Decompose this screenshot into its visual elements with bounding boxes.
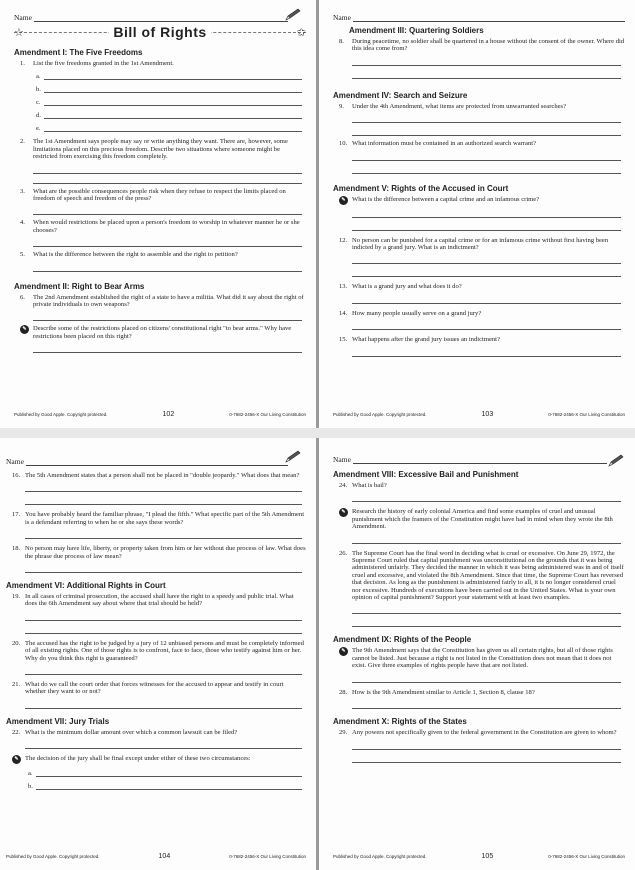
page-number: 105: [481, 853, 494, 860]
name-label: Name: [14, 13, 32, 22]
question-28: 28. How is the 9th Amendment similar to Article 1, Section 8, clause 18?: [339, 688, 535, 696]
amendment-heading: Amendment VI: Additional Rights in Court: [6, 581, 166, 591]
answer-line[interactable]: a.: [28, 770, 302, 777]
answer-line[interactable]: [33, 271, 302, 272]
question-25: ✎ Research the history of early colonial America and find some examples of cruel and unusual punishment which the framers of the Constitution might have had in mind when they wrote the 8th Amendment.: [339, 508, 625, 530]
question-24: 24. What is bail?: [339, 482, 387, 489]
answer-line[interactable]: d.: [36, 112, 302, 119]
question-17: 17. You have probably heard the familiar phrase, "I plead the fifth." What specific part of the 5th Amendment is a defendant referring to when he or she says these words?: [12, 511, 305, 526]
amendment-heading: Amendment I: The Five Freedoms: [14, 48, 143, 57]
question-1: 1. List the five freedoms granted in the 1st Amendment.: [20, 60, 174, 67]
worksheet-page-103: [319, 0, 635, 428]
question-19: 19. In all cases of criminal prosecution, the accused shall have the right to a speedy and public trial. What does the 6th Amendment say about where that trial should be held?: [12, 593, 294, 608]
question-10: 10. What information must be contained in an authorized search warrant?: [339, 140, 537, 148]
name-field[interactable]: [14, 8, 306, 22]
bonus-question-icon: ✎: [12, 755, 21, 764]
amendment-heading: Amendment V: Rights of the Accused in Court: [333, 183, 509, 193]
question-5: 5. What is the difference between the right to assemble and the right to petition?: [20, 251, 238, 259]
name-label: Name: [333, 13, 351, 22]
page-number: 103: [481, 411, 494, 418]
worksheet-page-105: [319, 438, 635, 870]
title-banner: [14, 24, 306, 42]
amendment-heading: Amendment VIII: Excessive Bail and Punishment: [333, 470, 519, 479]
question-13: 13. What is a grand jury and what does it do?: [339, 283, 462, 291]
amendment-heading: Amendment X: Rights of the States: [333, 717, 467, 727]
answer-line[interactable]: [352, 122, 621, 123]
answer-line[interactable]: [352, 78, 621, 79]
answer-line[interactable]: [352, 626, 621, 627]
page-number: 102: [162, 411, 175, 418]
page-footer: Published by Good Apple. Copyright protected. 103 0-7682-2456-X Our Living Constitution: [333, 411, 625, 418]
answer-line[interactable]: [352, 65, 621, 66]
question-9: 9. Under the 4th Amendment, what items are protected from unwarranted searches?: [339, 102, 567, 110]
bonus-question-icon: ✎: [339, 647, 348, 656]
amendment-heading: Amendment VII: Jury Trials: [6, 716, 110, 726]
question-4: 4. When would restrictions be placed upon a person's freedom to worship in whatever manner he or she chooses?: [20, 219, 300, 234]
question-23: ✎ The decision of the jury shall be final except under either of these two circumstances:: [12, 755, 306, 764]
answer-line[interactable]: [352, 762, 621, 763]
answer-line[interactable]: c.: [36, 99, 302, 106]
answer-line[interactable]: [352, 173, 621, 174]
amendment-heading: Amendment III: Quartering Soldiers: [349, 26, 484, 35]
answer-line[interactable]: b.: [28, 783, 302, 790]
question-20: 20. The accused has the right to be judged by a jury of 12 unbiased persons and must be completely informed of all existing rights. One of those rights is to confront, face to face, those who testify against him or her. Why do you think this right is guaranteed?: [12, 639, 304, 662]
bonus-question-icon: ✎: [339, 508, 348, 517]
page-title: Bill of Rights: [109, 24, 210, 40]
worksheet-page-102: [0, 0, 316, 428]
question-26: 26. The Supreme Court has the final word in deciding what is cruel or excessive. On June 29, 1972, the Supreme Court ruled that capital punishment was unconstitutional on the grounds that it was being administered unfairly. They decided the manner in which it was being administered was in and of itself cruel and excessive, and violated the 8th Amendment. Since that time, the Supreme Court has reversed that decision. As long as the punishment is administered fairly to all, it is no longer considered cruel nor excessive. Hundreds of executions have been carried out in the United States. What is your own opinion of capital punishment? Support your statement with at least two examples.: [339, 549, 624, 602]
question-8: 8. During peacetime, no soldier shall be quartered in a house without the consent of the owner. Where did this idea come from?: [339, 38, 625, 53]
page-footer: Published by Good Apple. Copyright protected. 102 0-7682-2456-X Our Living Constitution: [14, 411, 306, 418]
question-15: 15. What happens after the grand jury issues an indictment?: [339, 336, 500, 344]
page-footer: Published by Good Apple. Copyright protected. 105 0-7682-2456-X Our Living Constitution: [333, 853, 625, 860]
question-29: 29. Any powers not specifically given to the federal government in the Constitution are given to whom?: [339, 729, 617, 737]
name-field[interactable]: [333, 8, 625, 22]
amendment-heading: Amendment II: Right to Bear Arms: [14, 281, 145, 291]
answer-line[interactable]: [352, 217, 621, 218]
bonus-question-icon: ✎: [20, 325, 29, 334]
name-field[interactable]: [333, 450, 625, 464]
answer-line[interactable]: [352, 613, 621, 614]
answer-line[interactable]: [33, 352, 302, 353]
question-27: ✎ The 9th Amendment says that the Constitution has given us all certain rights, but all of those rights cannot be listed. Just because a right is not listed in the Constitution does not mean that it does not exist. Give three examples of rights people have that are not listed.: [339, 647, 625, 669]
question-12: 12. No person can be punished for a capital crime or for an infamous crime without first having been indicted by a grand jury. What is an indictment?: [339, 236, 609, 252]
amendment-heading: Amendment IX: Rights of the People: [333, 635, 472, 645]
page-number: 104: [158, 853, 171, 860]
answer-line[interactable]: [33, 173, 302, 174]
answer-line[interactable]: [25, 708, 302, 709]
answer-line[interactable]: [352, 749, 621, 750]
answer-line[interactable]: [352, 356, 621, 357]
star-icon: ✩: [296, 27, 306, 39]
star-icon: ☆: [14, 27, 24, 39]
question-7: ✎ Describe some of the restrictions placed on citizens' constitutional right "to bear arms." Why have restrictions been placed on this right?: [20, 325, 306, 340]
page-footer: Published by Good Apple. Copyright protected. 104 0-7682-2456-X Our Living Constitution: [6, 853, 306, 860]
answer-line[interactable]: b.: [36, 86, 302, 93]
name-label: Name: [333, 455, 351, 464]
page-gutter-horizontal: [0, 428, 635, 438]
name-field[interactable]: [6, 452, 306, 466]
name-label: Name: [6, 457, 24, 466]
question-22: 22. What is the minimum dollar amount over which a common lawsuit can be filed?: [12, 728, 238, 736]
amendment-heading: Amendment IV: Search and Seizure: [333, 90, 468, 100]
question-11: ✎ What is the difference between a capital crime and an infamous crime?: [339, 196, 625, 205]
worksheet-page-104: [0, 438, 316, 870]
answer-line[interactable]: [352, 160, 621, 161]
question-21: 21. What do we call the court order that forces witnesses for the accused to appear and testify in court whether they want to or not?: [12, 681, 284, 696]
question-3: 3. What are the possible consequences people risk when they refuse to respect the limits placed on freedom of speech and freedom of the press?: [20, 187, 286, 203]
question-16: 16. The 5th Amendment states that a person shall not be placed in "double jeopardy." What does that mean?: [12, 472, 300, 479]
question-6: 6. The 2nd Amendment established the right of a state to have a militia. What did it say about the right of private individuals to own weapons?: [20, 293, 304, 309]
question-2: 2. The 1st Amendment says people may say or write anything they want. There are, however, some limitations placed on this precious freedom. Describe two situations where someone might be restricted from exercising this freedom completely.: [20, 138, 288, 161]
answer-line[interactable]: e.: [36, 125, 302, 132]
answer-line[interactable]: [352, 263, 621, 264]
bonus-question-icon: ✎: [339, 196, 348, 205]
question-14: 14. How many people usually serve on a grand jury?: [339, 309, 482, 317]
answer-line[interactable]: [25, 491, 302, 492]
answer-line[interactable]: [25, 572, 302, 573]
answer-line[interactable]: [352, 708, 621, 709]
answer-line[interactable]: [25, 620, 302, 621]
answer-line[interactable]: a.: [36, 73, 302, 80]
question-18: 18. No person may have life, liberty, or property taken from him or her without due process of law. What does the phrase due process of law mean?: [12, 545, 306, 560]
